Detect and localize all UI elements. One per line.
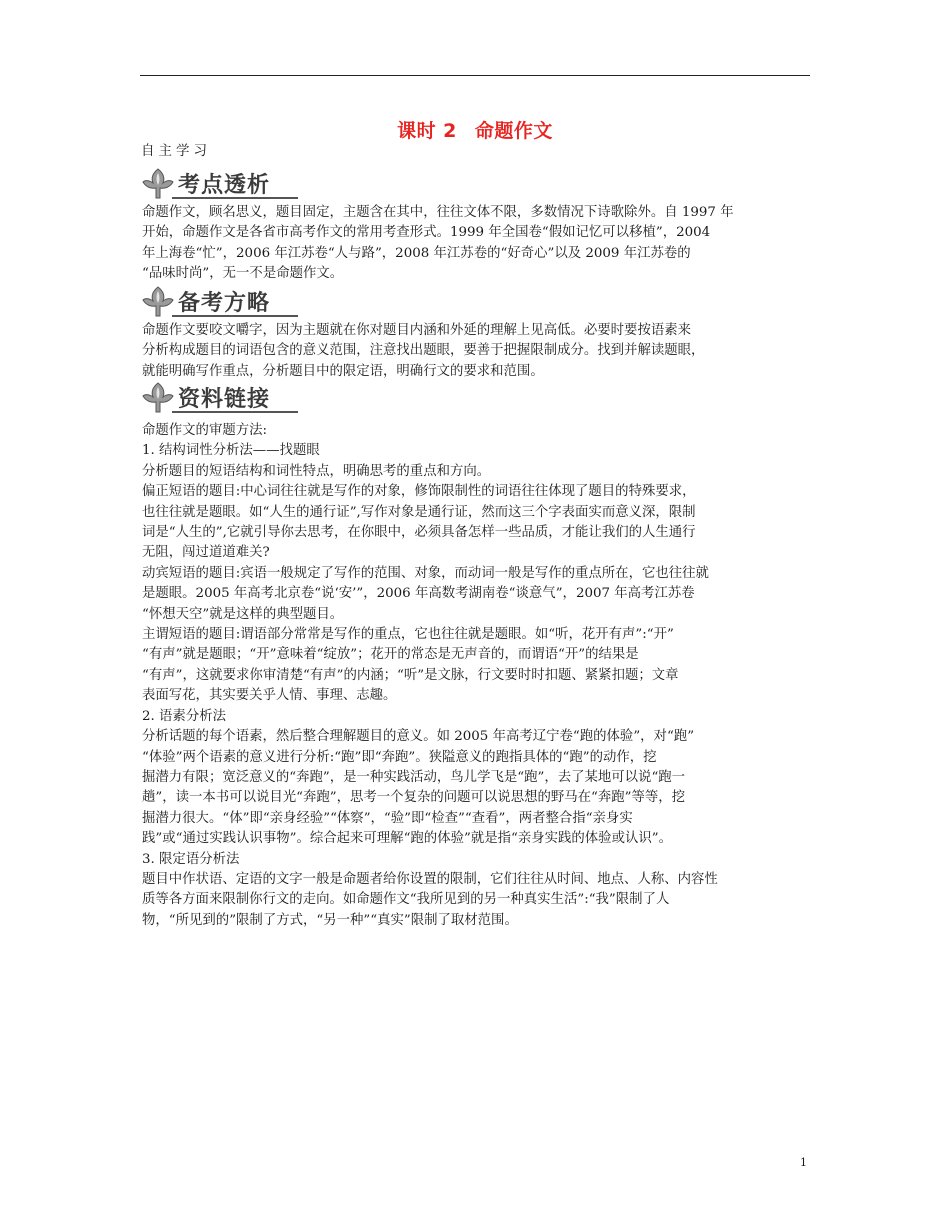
subheading: 自主学习	[141, 143, 211, 159]
text-line: 也往往就是题眼。如“人生的通行证”,写作对象是通行证，然而这三个字表面实而意义深，限制	[142, 504, 696, 520]
text-line: 偏正短语的题目:中心词往往就是写作的对象，修饰限制性的词语往往体现了题目的特殊要求，	[142, 484, 696, 500]
heading-underline	[172, 197, 298, 199]
text-line: “有声”就是题眼；“开”意味着“绽放”；花开的常态是无声音的，而谓语“开”的结果是	[142, 647, 639, 663]
text-line: 分析题目的短语结构和词性特点，明确思考的重点和方向。	[142, 463, 491, 479]
text-line: 分析构成题目的词语包含的意义范围，注意找出题眼，要善于把握限制成分。找到并解读题眼，	[142, 343, 705, 359]
text-line: 掘潜力有限；宽泛意义的“奔跑”，是一种实践活动，鸟儿学飞是“跑”，去了某地可以说“跑一	[142, 769, 686, 785]
title-topic: 命题作文	[474, 120, 553, 142]
text-line: 命题作文的审题方法:	[142, 423, 268, 438]
flower-icon	[140, 165, 176, 201]
text-line: 命题作文要咬文嚼字，因为主题就在你对题目内涵和外延的理解上见高低。必要时要按语素来	[142, 323, 692, 338]
section-3-text	[142, 421, 817, 931]
text-line: “怀想天空”就是这样的典型题目。	[142, 606, 344, 622]
text-line: “体验”两个语素的意义进行分析:“跑”即“奔跑”。狭隘意义的跑指具体的“跑”的动作，挖	[142, 749, 657, 765]
text-line: 动宾短语的题目:宾语一般规定了写作的范围、对象，而动词一般是写作的重点所在，它也往往就	[142, 565, 709, 581]
text-line: 3. 限定语分析法	[142, 851, 240, 867]
text-line: 无阻，闯过道道难关?	[142, 545, 270, 561]
text-line: 是题眼。2005 年高考北京卷“说‘安’”，2006 年高数考湖南卷“谈意气”，2007 年高考江苏卷	[142, 586, 695, 602]
section-banner-1	[140, 165, 300, 203]
heading-underline	[172, 411, 298, 413]
flower-icon	[140, 283, 176, 319]
text-line: 践”或“通过实践认识事物”。综合起来可理解“跑的体验”就是指“亲身实践的体验或认识”。	[142, 831, 672, 847]
text-line: 表面写花，其实要关乎人情、事理、志趣。	[142, 688, 397, 704]
text-line: 题目中作状语、定语的文字一般是命题者给你设置的限制，它们往往从时间、地点、人称、内容性	[142, 871, 718, 887]
text-line: 年上海卷“忙”，2006 年江苏卷“人与路”，2008 年江苏卷的“好奇心”以及 2009 年江苏卷的	[142, 245, 691, 261]
text-line: 就能明确写作重点，分析题目中的限定语，明确行文的要求和范围。	[142, 363, 544, 379]
title-lesson: 课时 2	[397, 120, 457, 142]
text-line: 趟”，读一本书可以说目光“奔跑”，思考一个复杂的问题可以说思想的野马在“奔跑”等等，挖	[142, 790, 686, 806]
text-line: 2. 语素分析法	[142, 708, 226, 724]
text-line: 分析话题的每个语素，然后整合理解题目的意义。如 2005 年高考辽宁卷“跑的体验”，对“跑”	[142, 729, 695, 745]
section-heading: 资料链接	[178, 387, 271, 412]
text-line: 掘潜力很大。“体”即“亲身经验”“体察”，“验”即“检查”“查看”，两者整合指“亲身实	[142, 810, 633, 826]
heading-underline	[172, 315, 298, 317]
text-line: 质等各方面来限制你行文的走向。如命题作文“我所见到的另一种真实生活”:“我”限制了人	[142, 892, 670, 908]
section-banner-2	[140, 283, 300, 321]
flower-icon	[140, 379, 176, 415]
text-line: 命题作文，顾名思义，题目固定，主题含在其中，往往文体不限，多数情况下诗歌除外。自 1997 年	[142, 205, 734, 220]
section-banner-3	[140, 379, 300, 417]
header-rule	[140, 75, 810, 76]
text-line: 物，“所见到的”限制了方式，“另一种”“真实”限制了取材范围。	[142, 912, 518, 928]
text-line: 开始，命题作文是各省市高考作文的常用考查形式。1999 年全国卷“假如记忆可以移植”，2004	[142, 225, 711, 241]
section-heading: 备考方略	[178, 291, 271, 316]
section-2-text	[142, 321, 817, 382]
text-line: 词是“人生的”,它就引导你去思考，在你眼中，必须具备怎样一些品质，才能让我们的人生通行	[142, 525, 696, 541]
text-line: 1. 结构词性分析法——找题眼	[142, 443, 320, 459]
page-number: 1	[800, 1156, 807, 1169]
section-1-text	[142, 203, 817, 285]
section-heading: 考点透析	[178, 173, 271, 198]
text-line: “有声”，这就要求你审清楚“有声”的内涵；“听”是文脉，行文要时时扣题、紧紧扣题；文章	[142, 667, 679, 683]
text-line: “品味时尚”，无一不是命题作文。	[142, 266, 344, 282]
text-line: 主谓短语的题目:谓语部分常常是写作的重点，它也往往就是题眼。如“听，花开有声”:“开”	[142, 627, 674, 643]
